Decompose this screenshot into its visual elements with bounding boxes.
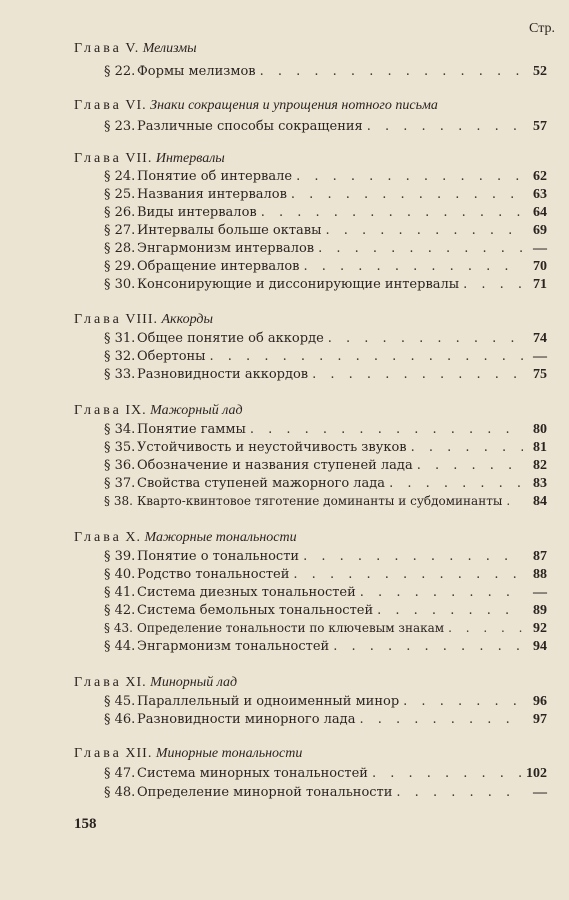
page-number: —: [533, 349, 547, 364]
section-title: Интервалы больше октавы: [137, 223, 322, 238]
section-number: § 48.: [104, 785, 136, 800]
toc-entry-43: [104, 621, 547, 637]
page-number: 70: [533, 259, 547, 274]
dot-leader: [261, 205, 523, 220]
section-number: § 42.: [104, 603, 136, 618]
section-title: Понятие гаммы: [137, 422, 246, 437]
section-number: § 30.: [104, 277, 136, 292]
chapter-heading-xii: [74, 746, 302, 762]
section-title: Обертоны: [137, 349, 206, 364]
chapter-heading-ix: [74, 403, 243, 419]
section-title: Система диезных тональностей: [137, 585, 356, 600]
page-number: 87: [533, 549, 547, 564]
toc-entry-33: [104, 367, 547, 383]
toc-entry-35: [104, 440, 547, 456]
chapter-title: Знаки сокращения и упрощения нотного письма: [150, 98, 438, 113]
dot-leader: [463, 277, 523, 292]
toc-entry-32: [104, 349, 547, 365]
page-number: 88: [533, 567, 547, 582]
toc-entry-25: [104, 187, 547, 203]
dot-leader: [377, 603, 523, 618]
section-title: Определение тональности по ключевым знакам: [137, 621, 445, 635]
section-title: Формы мелизмов: [137, 64, 256, 79]
section-title: Система бемольных тональностей: [137, 603, 374, 618]
section-number: § 39.: [104, 549, 136, 564]
chapter-title: Мажорные тональности: [144, 530, 297, 545]
page-number: —: [533, 241, 547, 256]
section-number: § 38.: [104, 494, 133, 508]
chapter-heading-vi: [74, 98, 438, 114]
page-number: 81: [533, 440, 547, 455]
toc-entry-41: [104, 585, 547, 601]
page-number: 74: [533, 331, 547, 346]
chapter-word: Глава: [74, 98, 122, 113]
toc-entry-40: [104, 567, 547, 583]
dot-leader: [372, 766, 522, 781]
page-number: —: [533, 585, 547, 600]
section-title: Консонирующие и диссонирующие интервалы: [137, 277, 460, 292]
page-column-label: Стр.: [529, 21, 555, 36]
dot-leader: [360, 585, 523, 600]
toc-entry-37: [104, 476, 547, 492]
chapter-title: Аккорды: [161, 312, 213, 327]
section-number: § 23.: [104, 119, 136, 134]
section-title: Различные способы сокращения: [137, 119, 363, 134]
page-number: 62: [533, 169, 547, 184]
chapter-word: Глава: [74, 530, 122, 545]
dot-leader: [318, 241, 523, 256]
dot-leader: [304, 259, 524, 274]
toc-entry-48: [104, 785, 547, 801]
section-number: § 26.: [104, 205, 136, 220]
section-title: Родство тональностей: [137, 567, 290, 582]
section-number: § 36.: [104, 458, 136, 473]
section-title: Разновидности аккордов: [137, 367, 309, 382]
section-number: § 37.: [104, 476, 136, 491]
dot-leader: [293, 567, 523, 582]
toc-entry-46: [104, 712, 547, 728]
toc-entry-34: [104, 422, 547, 438]
toc-entry-39: [104, 549, 547, 565]
section-title: Энгармонизм интервалов: [137, 241, 315, 256]
dot-leader: [367, 119, 523, 134]
section-title: Виды интервалов: [137, 205, 257, 220]
section-title: Понятие об интервале: [137, 169, 293, 184]
chapter-word: Глава: [74, 41, 122, 56]
dot-leader: [260, 64, 523, 79]
page-number: 83: [533, 476, 547, 491]
chapter-word: Глава: [74, 312, 122, 327]
toc-entry-22: [104, 64, 547, 80]
chapter-number: XII.: [125, 746, 153, 761]
page-number: 102: [526, 766, 547, 781]
page-number: 64: [533, 205, 547, 220]
section-number: § 44.: [104, 639, 136, 654]
footer-page-number: 158: [74, 816, 97, 832]
section-number: § 24.: [104, 169, 136, 184]
toc-entry-23: [104, 119, 547, 135]
dot-leader: [312, 367, 523, 382]
section-number: § 43.: [104, 621, 133, 635]
toc-entry-30: [104, 277, 547, 293]
section-number: § 27.: [104, 223, 136, 238]
chapter-heading-viii: [74, 312, 213, 328]
toc-entry-31: [104, 331, 547, 347]
page-number: 97: [533, 712, 547, 727]
chapter-title: Интервалы: [155, 151, 225, 166]
section-title: Обращение интервалов: [137, 259, 300, 274]
section-number: § 33.: [104, 367, 136, 382]
chapter-title: Мелизмы: [142, 41, 197, 56]
toc-entry-36: [104, 458, 547, 474]
chapter-word: Глава: [74, 151, 122, 166]
section-title: Понятие о тональности: [137, 549, 300, 564]
page-number: 89: [533, 603, 547, 618]
dot-leader: [417, 458, 523, 473]
section-title: Разновидности минорного лада: [137, 712, 356, 727]
dot-leader: [296, 169, 523, 184]
toc-entry-27: [104, 223, 547, 239]
chapter-number: XI.: [125, 675, 147, 690]
toc-entry-29: [104, 259, 547, 275]
section-number: § 25.: [104, 187, 136, 202]
toc-entry-45: [104, 694, 547, 710]
section-title: Обозначение и названия ступеней лада: [137, 458, 413, 473]
dot-leader: [396, 785, 523, 800]
dot-leader: [506, 494, 523, 508]
chapter-number: IX.: [125, 403, 147, 418]
page-number: 92: [533, 621, 547, 636]
dot-leader: [403, 694, 523, 709]
section-number: § 46.: [104, 712, 136, 727]
section-title: Кварто-квинтовое тяготение доминанты и субдоминанты: [137, 494, 503, 508]
chapter-title: Минорные тональности: [155, 746, 303, 761]
dot-leader: [291, 187, 523, 202]
section-title: Энгармонизм тональностей: [137, 639, 330, 654]
section-title: Система минорных тональностей: [137, 766, 368, 781]
chapter-heading-xi: [74, 675, 237, 691]
chapter-title: Мажорный лад: [150, 403, 243, 418]
toc-entry-44: [104, 639, 547, 655]
chapter-number: VII.: [125, 151, 153, 166]
dot-leader: [303, 549, 523, 564]
page-number: 80: [533, 422, 547, 437]
dot-leader: [328, 331, 523, 346]
chapter-heading-x: [74, 530, 297, 546]
page-number: 57: [533, 119, 547, 134]
section-title: Названия интервалов: [137, 187, 287, 202]
section-number: § 22.: [104, 64, 136, 79]
dot-leader: [333, 639, 523, 654]
dot-leader: [411, 440, 523, 455]
chapter-heading-v: [74, 41, 197, 57]
chapter-word: Глава: [74, 403, 122, 418]
page-number: 96: [533, 694, 547, 709]
section-number: § 34.: [104, 422, 136, 437]
chapter-word: Глава: [74, 675, 122, 690]
dot-leader: [359, 712, 523, 727]
chapter-heading-vii: [74, 151, 225, 167]
section-number: § 31.: [104, 331, 136, 346]
chapter-number: X.: [125, 530, 142, 545]
page-number: 63: [533, 187, 547, 202]
section-title: Общее понятие об аккорде: [137, 331, 324, 346]
page-number: 75: [533, 367, 547, 382]
page-number: 84: [533, 494, 547, 509]
toc-entry-26: [104, 205, 547, 221]
page-number: 82: [533, 458, 547, 473]
page-number: 94: [533, 639, 547, 654]
chapter-word: Глава: [74, 746, 122, 761]
page-number: —: [533, 785, 547, 800]
section-number: § 45.: [104, 694, 136, 709]
section-number: § 41.: [104, 585, 136, 600]
section-title: Определение минорной тональности: [137, 785, 393, 800]
section-title: Устойчивость и неустойчивость звуков: [137, 440, 407, 455]
chapter-number: VI.: [125, 98, 147, 113]
chapter-number: VIII.: [125, 312, 158, 327]
page-number: 71: [533, 277, 547, 292]
section-number: § 28.: [104, 241, 136, 256]
toc-entry-28: [104, 241, 547, 257]
section-number: § 35.: [104, 440, 136, 455]
section-title: Свойства ступеней мажорного лада: [137, 476, 386, 491]
section-number: § 40.: [104, 567, 136, 582]
toc-entry-24: [104, 169, 547, 185]
toc-entry-47: [104, 766, 547, 782]
section-number: § 32.: [104, 349, 136, 364]
toc-entry-42: [104, 603, 547, 619]
section-title: Параллельный и одноименный минор: [137, 694, 400, 709]
dot-leader: [325, 223, 523, 238]
page-number: 52: [533, 64, 547, 79]
section-number: § 47.: [104, 766, 136, 781]
section-number: § 29.: [104, 259, 136, 274]
toc-entry-38: [104, 494, 547, 510]
page-number: 69: [533, 223, 547, 238]
dot-leader: [448, 621, 523, 635]
chapter-title: Минорный лад: [150, 675, 238, 690]
dot-leader: [210, 349, 523, 364]
dot-leader: [250, 422, 523, 437]
dot-leader: [389, 476, 523, 491]
chapter-number: V.: [125, 41, 140, 56]
